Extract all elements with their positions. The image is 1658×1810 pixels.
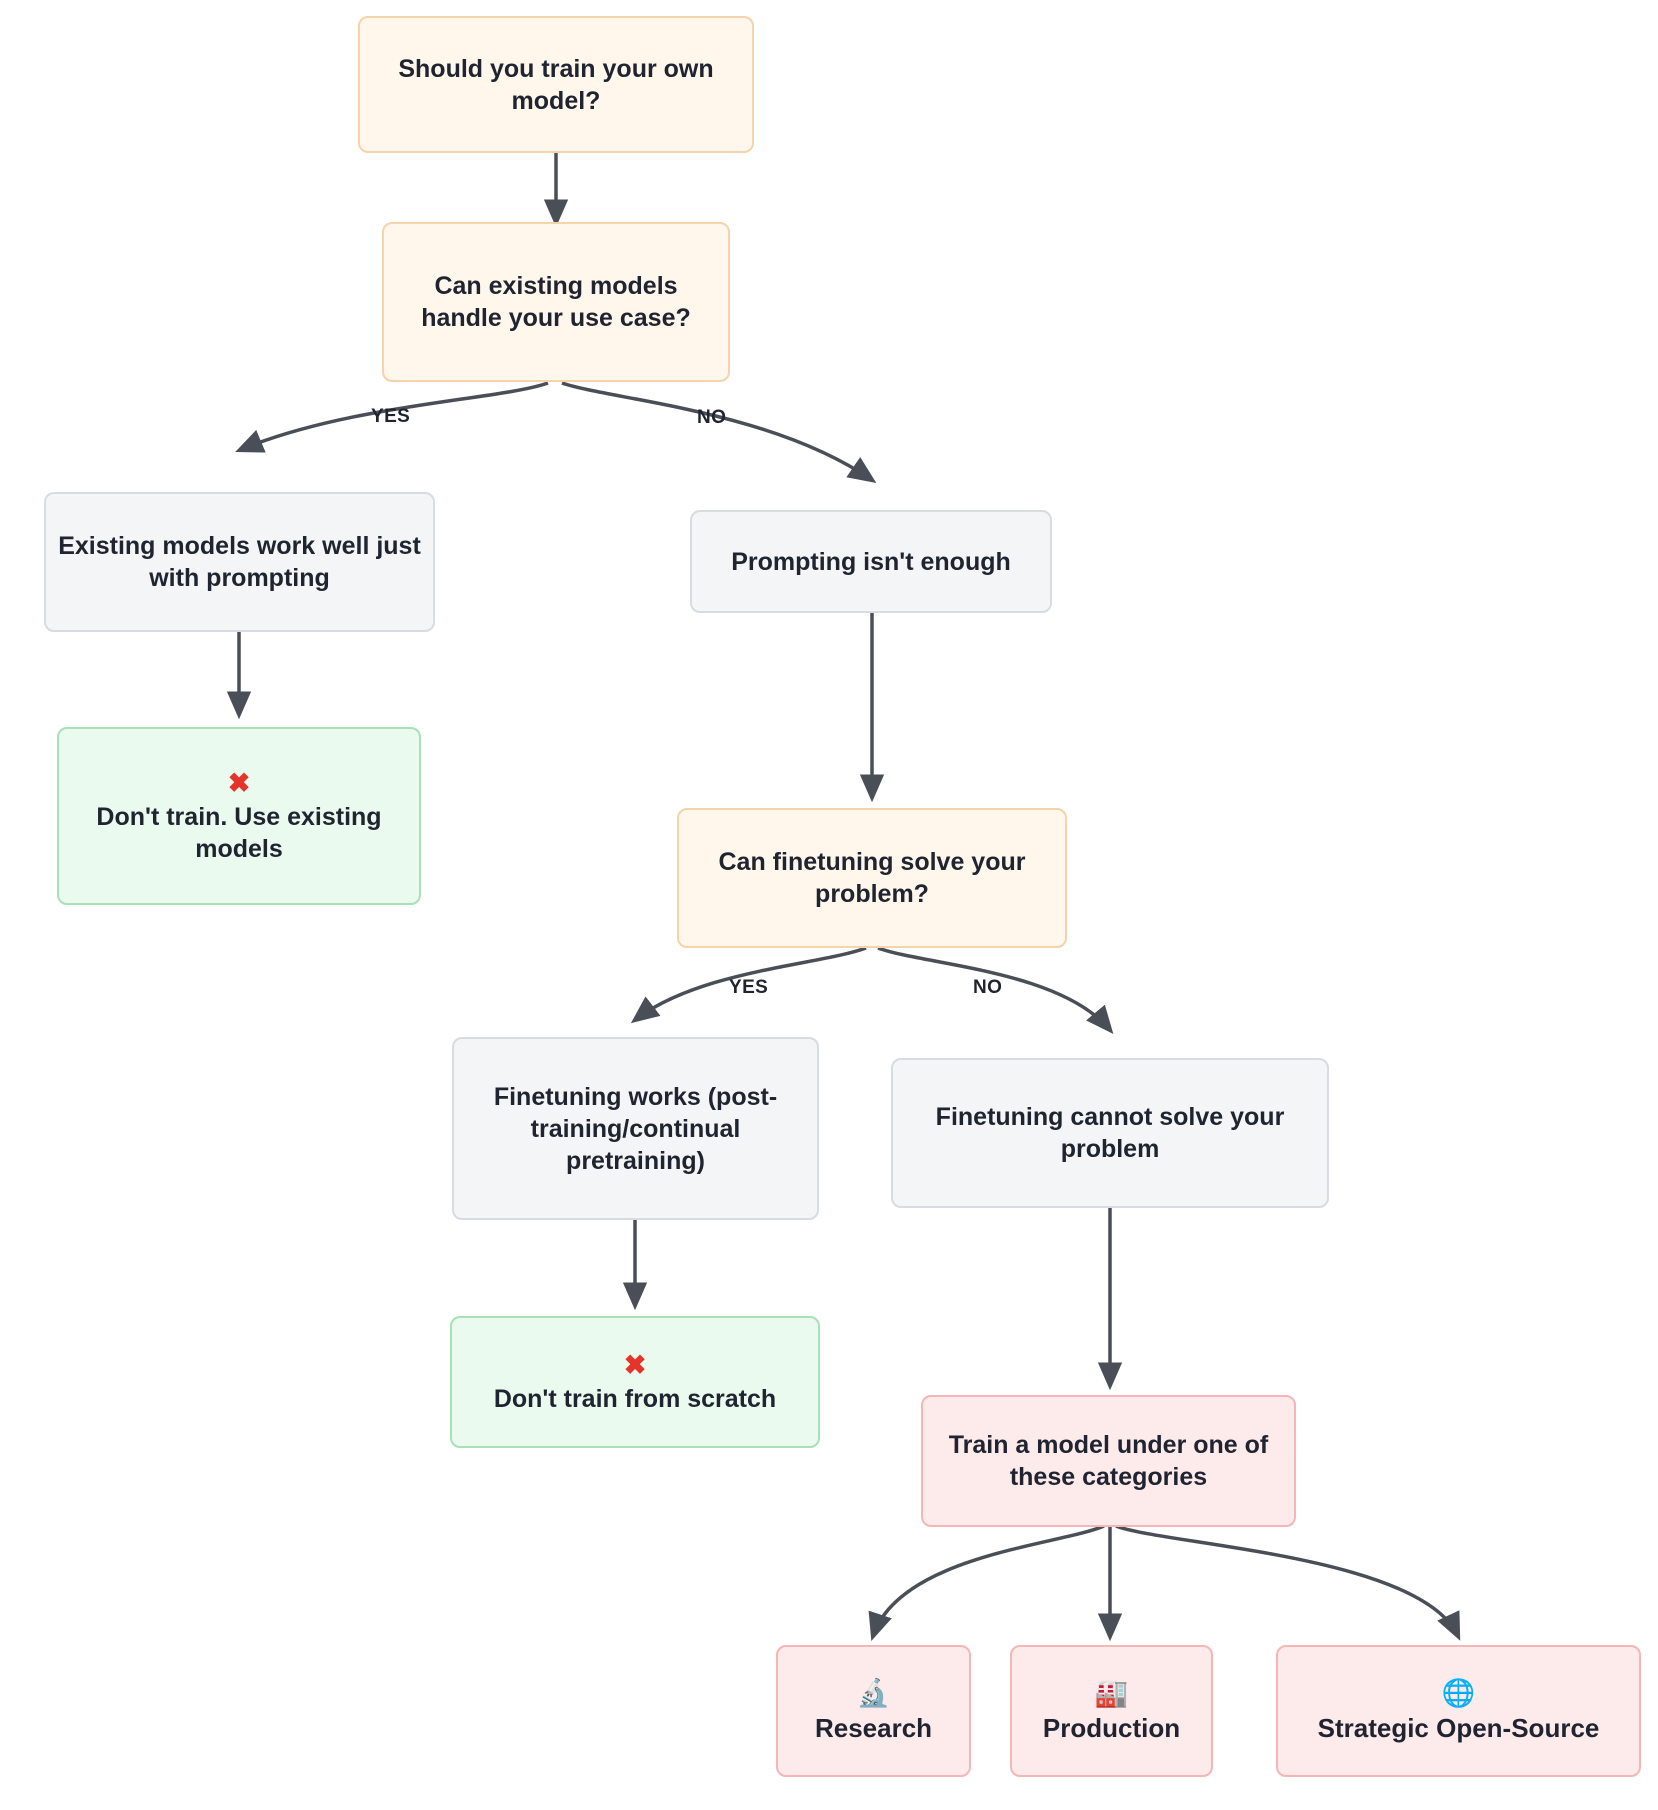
cross-mark-icon: ✖ xyxy=(623,1349,647,1380)
node-finetuning-works-label: Finetuning works (post-training/continual pretraining) xyxy=(493,1082,778,1175)
node-existing-models-work-label: Existing models work well just with prompting xyxy=(58,532,421,592)
node-existing-models-work[interactable] xyxy=(44,492,435,632)
node-can-existing-models[interactable] xyxy=(382,222,730,382)
microscope-icon: 🔬 xyxy=(856,1678,891,1709)
node-can-existing-models-label: Can existing models handle your use case? xyxy=(421,272,691,332)
node-can-finetuning-solve-label: Can finetuning solve your problem? xyxy=(718,848,1026,908)
node-dont-train-use-existing[interactable] xyxy=(57,727,421,905)
node-can-finetuning-solve[interactable] xyxy=(677,808,1067,948)
node-production[interactable] xyxy=(1010,1645,1213,1777)
edge-label-existing-no: NO xyxy=(697,407,727,428)
edge-label-finetune-yes: YES xyxy=(729,977,769,998)
node-root[interactable] xyxy=(358,16,754,153)
node-root-label: Should you train your own model? xyxy=(398,54,714,115)
globe-icon: 🌐 xyxy=(1441,1678,1476,1709)
node-finetuning-works[interactable] xyxy=(452,1037,819,1220)
node-research[interactable] xyxy=(776,1645,971,1777)
node-dont-train-use-existing-label: Don't train. Use existing models xyxy=(96,803,382,864)
node-strategic-open-source[interactable] xyxy=(1276,1645,1641,1777)
edge-label-finetune-no: NO xyxy=(973,977,1003,998)
node-train-a-model[interactable] xyxy=(921,1395,1296,1527)
node-research-label: Research xyxy=(814,1712,933,1743)
node-production-label: Production xyxy=(1042,1712,1181,1743)
node-prompting-not-enough[interactable] xyxy=(690,510,1052,613)
factory-icon: 🏭 xyxy=(1094,1678,1129,1709)
node-finetuning-cannot-solve[interactable] xyxy=(891,1058,1329,1208)
edge-label-existing-yes: YES xyxy=(371,406,411,427)
node-strategic-open-source-label: Strategic Open-Source xyxy=(1317,1712,1600,1743)
node-finetuning-cannot-solve-label: Finetuning cannot solve your problem xyxy=(935,1103,1285,1163)
node-prompting-not-enough-label: Prompting isn't enough xyxy=(731,547,1011,576)
node-dont-train-from-scratch[interactable] xyxy=(450,1316,820,1448)
node-train-a-model-label: Train a model under one of these categories xyxy=(948,1431,1269,1491)
node-dont-train-from-scratch-label: Don't train from scratch xyxy=(493,1385,777,1414)
cross-mark-icon: ✖ xyxy=(227,767,251,798)
